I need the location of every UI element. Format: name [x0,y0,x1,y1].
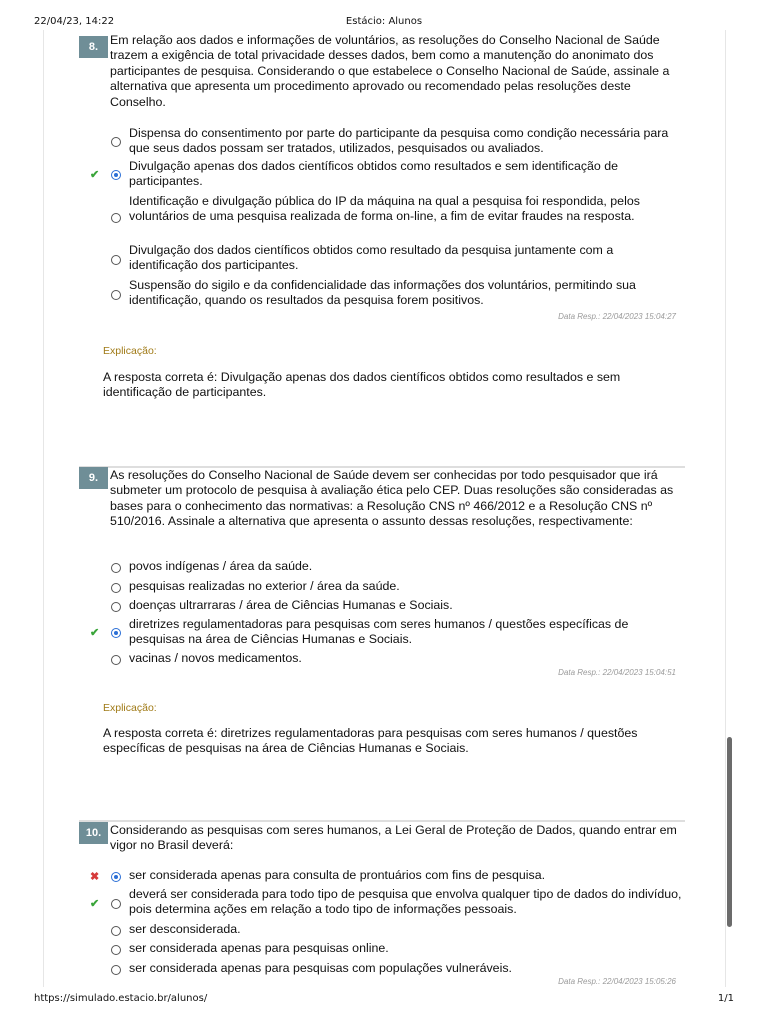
answer-timestamp: Data Resp.: 22/04/2023 15:05:26 [558,977,676,986]
explanation-text: A resposta correta é: Divulgação apenas dos dados científicos obtidos como resultados e sem identificação de participantes. [103,370,621,400]
print-url: https://simulado.estacio.br/alunos/ [34,993,208,1004]
correct-check-icon: ✔ [90,169,100,181]
option-text: Divulgação dos dados científicos obtidos como resultado da pesquisa juntamente com a identificação dos participantes. [129,243,614,273]
option-text: diretrizes regulamentadoras para pesquisas com seres humanos / questões específicas de pesquisas na área de Ciências Humanas e Sociais. [129,617,629,647]
option-text: doenças ultrarraras / área de Ciências Humanas e Sociais. [129,598,453,612]
radio-button[interactable] [111,137,121,147]
option-text: Divulgação apenas dos dados científicos obtidos como resultados e sem identificação de participantes. [129,159,619,189]
radio-button[interactable] [111,290,121,300]
print-datetime: 22/04/23, 14:22 [34,16,115,27]
radio-button[interactable] [111,583,121,593]
question-text: Em relação aos dados e informações de voluntários, as resoluções do Conselho Nacional de Saúde trazem a exigência de total privacidade desses dados, bem como a manutenção do anonimato dos participantes de pesquisa. Considerando o que estabelece o Conselho Nacional de Saúde, assinale a alternativa que apresenta um procedimento aprovado ou recomendado pelas resoluções deste Conselho. [110,33,670,109]
correct-check-icon: ✔ [90,627,100,639]
radio-button[interactable] [111,563,121,573]
radio-button-selected[interactable] [111,170,121,180]
radio-button[interactable] [111,655,121,665]
radio-button[interactable] [111,965,121,975]
option-text: pesquisas realizadas no exterior / área da saúde. [129,579,400,593]
question-text: Considerando as pesquisas com seres humanos, a Lei Geral de Proteção de Dados, quando entrar em vigor no Brasil deverá: [110,823,677,853]
option-text: vacinas / novos medicamentos. [129,651,302,665]
option-text: deverá ser considerada para todo tipo de pesquisa que envolva qualquer tipo de dados do indivíduo, pois determina ações em relação a todo tipo de informações pessoais. [129,887,682,917]
answer-timestamp: Data Resp.: 22/04/2023 15:04:51 [558,668,676,677]
option-text: ser considerada apenas para pesquisas com populações vulneráveis. [129,961,512,975]
question-number-badge: 10. [79,822,108,844]
option-text: ser considerada apenas para consulta de prontuários com fins de pesquisa. [129,868,546,882]
option-text: Identificação e divulgação pública do IP da máquina na qual a pesquisa foi respondida, pelos voluntários de uma pesquisa realizada de forma on-line, a fim de evitar fraudes na resposta. [129,194,640,224]
question-text: As resoluções do Conselho Nacional de Saúde devem ser conhecidas por todo pesquisador que irá submeter um protocolo de pesquisa à avaliação ética pelo CEP. Duas resoluções são consideradas as bases para o conhecimento das normativas: a Resolução CNS nº 466/2012 e a Resolução CNS nº 510/2016. Assinale a alternativa que apresenta o assunto dessas resoluções, respectivamente: [110,468,674,529]
explanation-label: Explicação: [103,702,157,714]
radio-button-selected[interactable] [111,628,121,638]
answer-timestamp: Data Resp.: 22/04/2023 15:04:27 [558,312,676,321]
explanation-text: A resposta correta é: diretrizes regulamentadoras para pesquisas com seres humanos / questões específicas de pesquisas na área de Ciências Humanas e Sociais. [103,726,638,756]
print-page-number: 1/1 [717,993,734,1004]
question-number-badge: 9. [79,467,108,489]
option-text: ser desconsiderada. [129,922,241,936]
radio-button[interactable] [111,945,121,955]
radio-button[interactable] [111,926,121,936]
option-text: ser considerada apenas para pesquisas online. [129,941,389,955]
option-text: Suspensão do sigilo e da confidencialidade das informações dos voluntários, permitindo sua identificação, quando os resultados da pesquisa forem positivos. [129,278,636,308]
wrong-x-icon: ✖ [90,871,100,883]
radio-button[interactable] [111,899,121,909]
radio-button[interactable] [111,255,121,265]
question-number-badge: 8. [79,36,108,58]
option-text: povos indígenas / área da saúde. [129,559,313,573]
content-left-border [43,30,44,987]
radio-button[interactable] [111,602,121,612]
scrollbar-thumb[interactable] [727,737,732,927]
print-page-title: Estácio: Alunos [345,16,423,27]
explanation-label: Explicação: [103,345,157,357]
radio-button-selected[interactable] [111,872,121,882]
radio-button[interactable] [111,213,121,223]
print-header [0,16,768,32]
print-footer [0,993,768,1009]
option-text: Dispensa do consentimento por parte do participante da pesquisa como condição necessária para que seus dados possam ser tratados, utilizados, pesquisados ou avaliados. [129,126,669,156]
question-divider [79,820,685,822]
correct-check-icon: ✔ [90,898,100,910]
